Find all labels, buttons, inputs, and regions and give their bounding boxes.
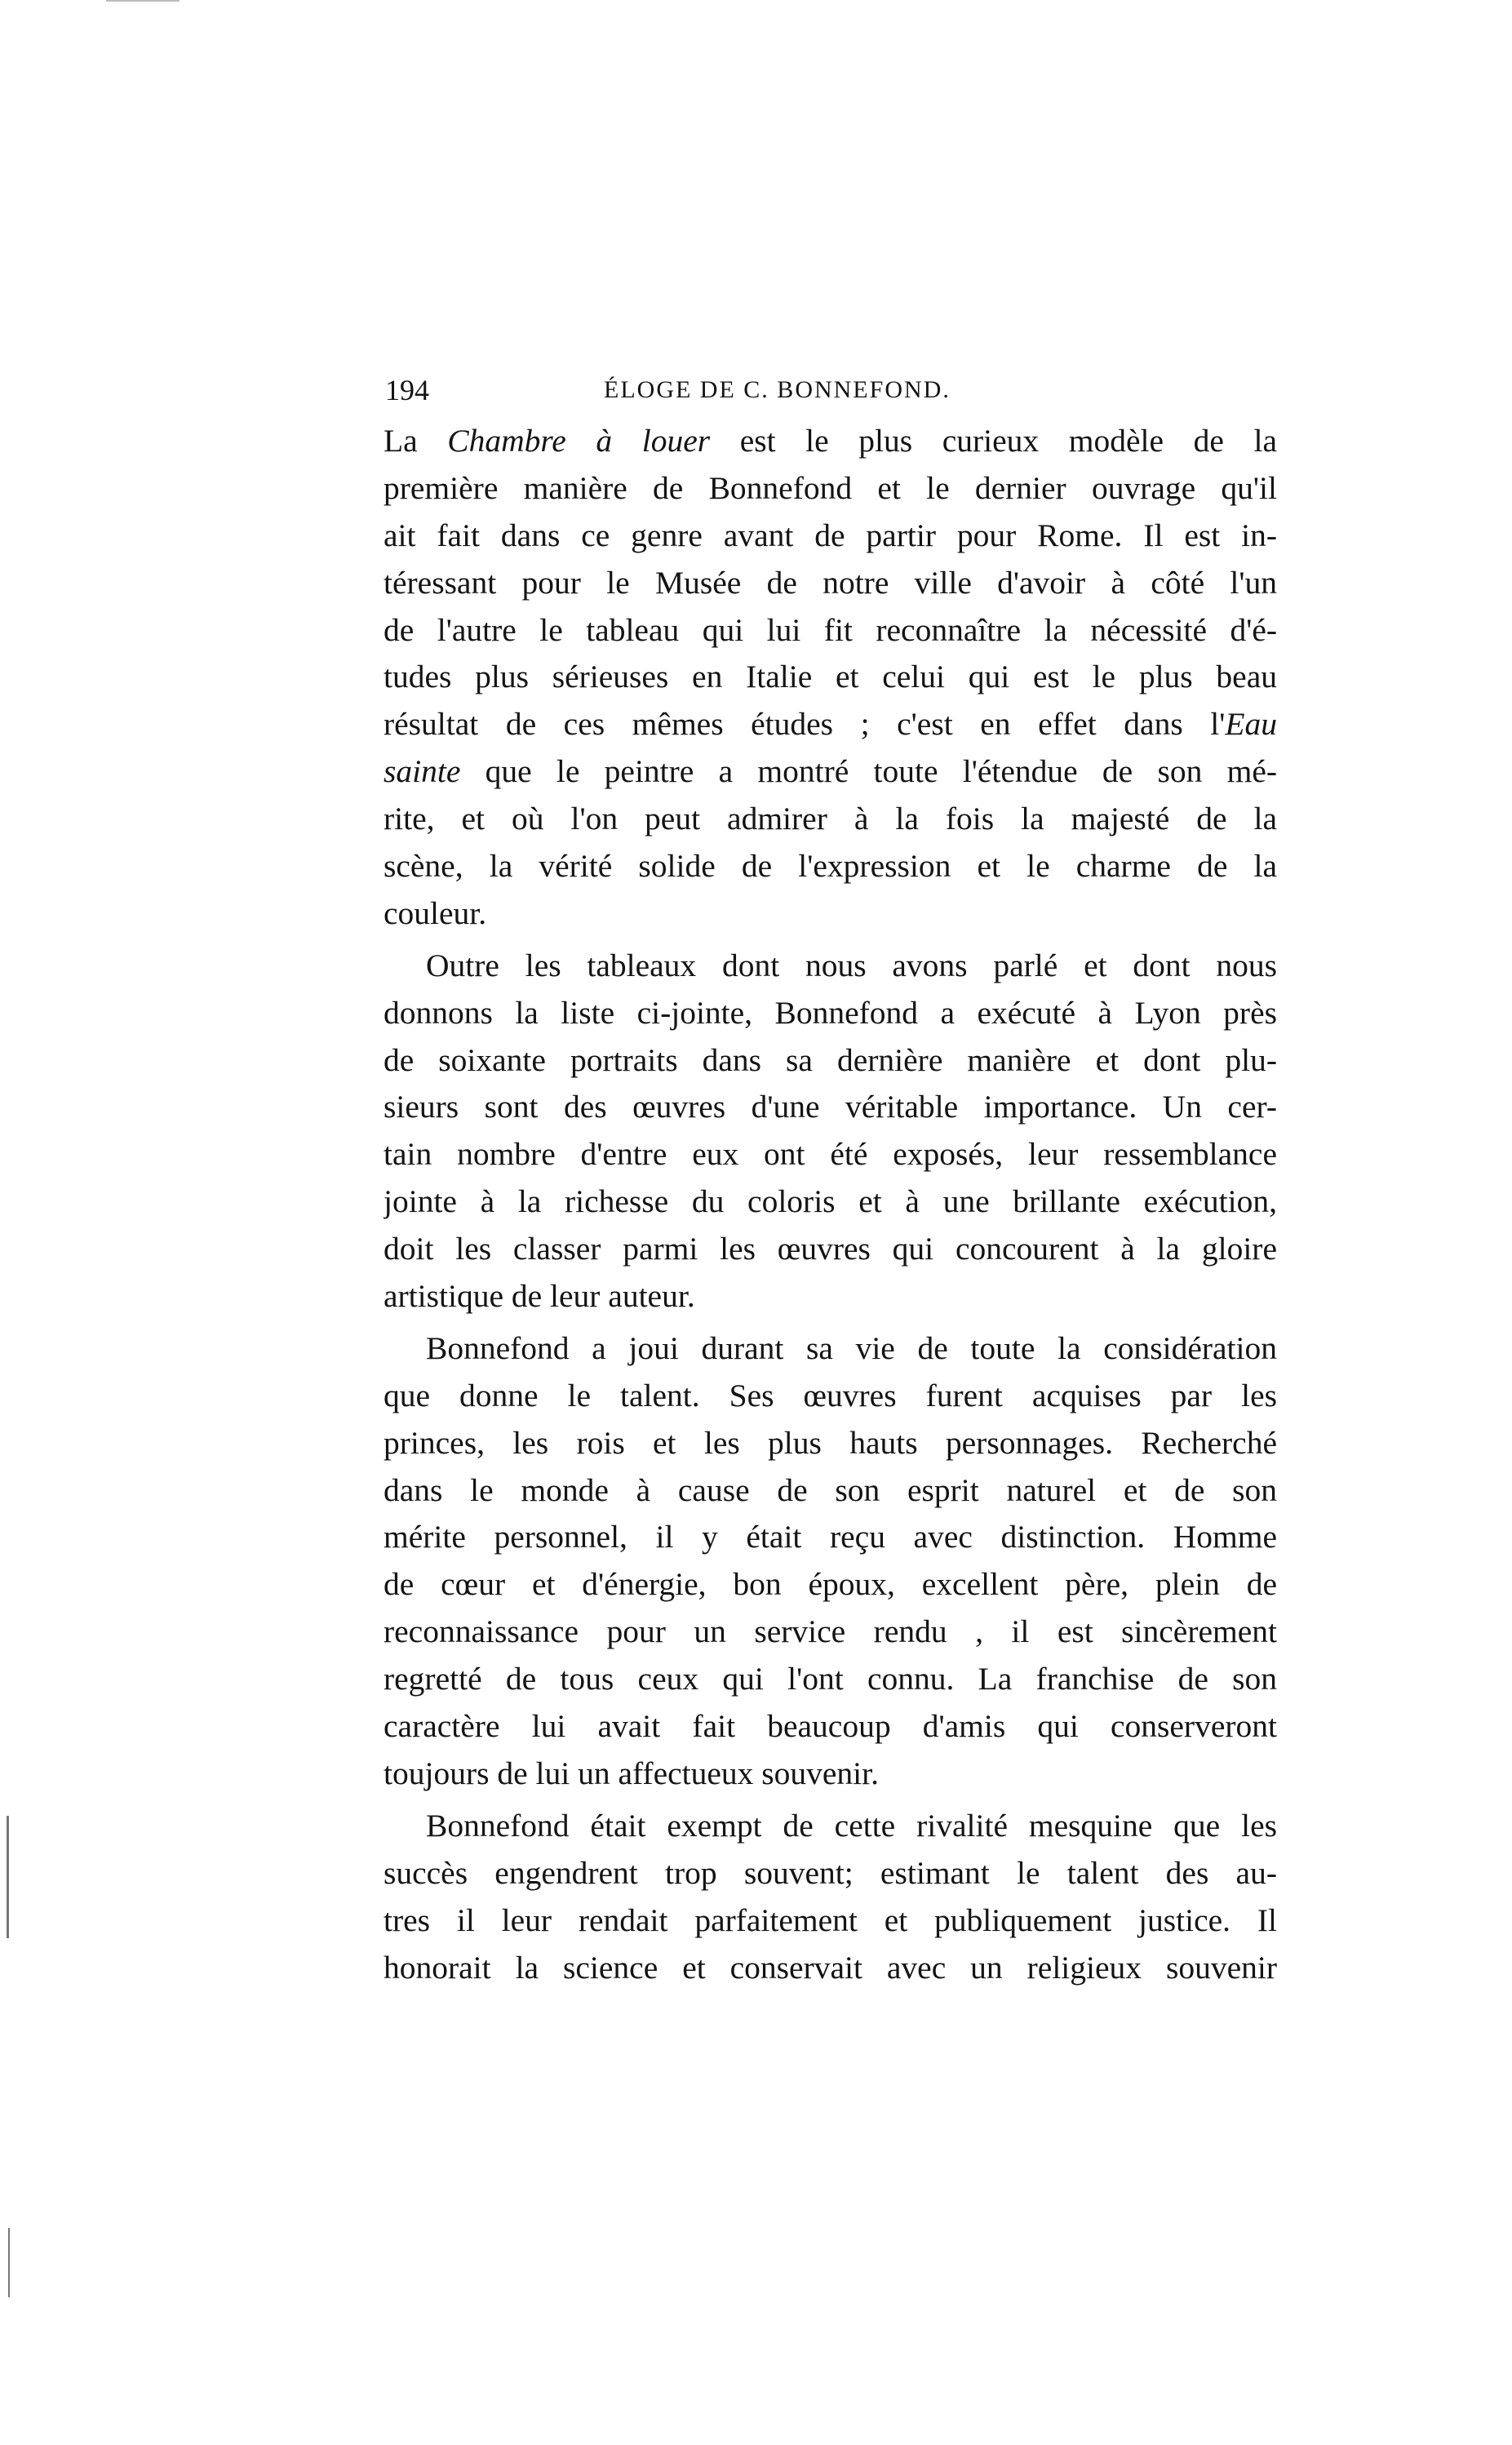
text-line	[384, 1751, 1277, 1798]
text-line	[384, 654, 1277, 701]
running-header	[385, 369, 1283, 411]
text-line	[384, 513, 1277, 560]
text-segment: que le peintre a montré toute l'étendue de son mé-	[460, 753, 1277, 790]
text-line	[384, 1561, 1277, 1609]
text-line	[384, 560, 1277, 607]
text-line	[384, 1897, 1277, 1945]
page-number: 194	[385, 374, 429, 406]
text-segment: tudes plus sérieuses en Italie et celui qui est le plus beau	[384, 659, 1277, 695]
text-segment: ait fait dans ce genre avant de partir pour Rome. Il est in-	[384, 517, 1277, 553]
text-line	[384, 748, 1277, 796]
text-segment: donnons la liste ci-jointe, Bonnefond a exécuté à Lyon près	[384, 994, 1277, 1031]
text-line	[384, 1131, 1277, 1178]
text-line	[384, 1703, 1277, 1751]
text-line	[384, 418, 1277, 465]
text-segment: honorait la science et conservait avec un religieux souvenir	[384, 1949, 1277, 1986]
text-line	[384, 843, 1277, 890]
text-line	[384, 1226, 1277, 1273]
text-segment: tain nombre d'entre eux ont été exposés, leur ressemblance	[384, 1136, 1277, 1173]
text-line	[384, 1803, 1277, 1850]
text-segment: téressant pour le Musée de notre ville d'avoir à côté l'un	[384, 564, 1277, 601]
text-segment: de soixante portraits dans sa dernière manière et dont plu-	[384, 1041, 1277, 1078]
text-line	[384, 990, 1277, 1037]
paragraph	[384, 943, 1277, 1320]
body-text	[384, 418, 1277, 1991]
text-segment: sieurs sont des œuvres d'une véritable importance. Un cer-	[384, 1089, 1277, 1125]
text-segment: est le plus curieux modèle de la	[710, 423, 1277, 459]
text-segment: dans le monde à cause de son esprit naturel et de son	[384, 1471, 1277, 1508]
running-title: ÉLOGE DE C. BONNEFOND.	[604, 376, 951, 403]
text-line	[384, 1945, 1277, 1992]
text-line	[384, 701, 1277, 748]
text-line	[384, 796, 1277, 843]
text-segment: princes, les rois et les plus hauts personnages. Recherché	[384, 1424, 1277, 1461]
text-line	[384, 1373, 1277, 1420]
italic-text: sainte	[384, 753, 461, 790]
text-segment: toujours de lui un affectueux souvenir.	[384, 1755, 880, 1791]
text-segment: reconnaissance pour un service rendu , il est sincèrement	[384, 1613, 1277, 1650]
text-segment: mérite personnel, il y était reçu avec distinction. Homme	[384, 1519, 1277, 1555]
text-line	[384, 1420, 1277, 1467]
scan-mark	[7, 1816, 9, 1938]
scan-mark	[106, 0, 180, 2]
text-line	[384, 1609, 1277, 1656]
text-line	[384, 890, 1277, 938]
text-segment: scène, la vérité solide de l'expression et le charme de la	[384, 848, 1277, 885]
paragraph	[384, 1803, 1277, 1992]
text-segment: résultat de ces mêmes études ; c'est en effet dans l'	[384, 706, 1226, 743]
text-line	[384, 1037, 1277, 1085]
text-line	[384, 1273, 1277, 1320]
text-segment: doit les classer parmi les œuvres qui concourent à la gloire	[384, 1231, 1277, 1267]
text-segment: Bonnefond a joui durant sa vie de toute la considération	[426, 1329, 1277, 1366]
text-line	[384, 1514, 1277, 1561]
text-line	[384, 1084, 1277, 1131]
scan-mark	[8, 2228, 10, 2297]
italic-text: Chambre à louer	[447, 423, 711, 459]
text-line	[384, 1467, 1277, 1515]
text-segment: couleur.	[384, 894, 487, 931]
text-segment: de l'autre le tableau qui lui fit reconnaître la nécessité d'é-	[384, 611, 1277, 648]
text-segment: Outre les tableaux dont nous avons parlé et dont nous	[426, 947, 1277, 983]
text-segment: succès engendrent trop souvent; estimant le talent des au-	[384, 1854, 1277, 1891]
paragraph	[384, 1325, 1277, 1798]
text-segment: Bonnefond était exempt de cette rivalité mesquine que les	[426, 1807, 1277, 1844]
text-segment: caractère lui avait fait beaucoup d'amis qui conserveront	[384, 1708, 1277, 1745]
text-line	[384, 1850, 1277, 1897]
text-line	[384, 465, 1277, 513]
italic-text: Eau	[1225, 706, 1277, 743]
text-segment: La	[384, 423, 448, 459]
text-segment: artistique de leur auteur.	[384, 1278, 695, 1315]
text-line	[384, 607, 1277, 655]
paragraph	[384, 418, 1277, 938]
text-segment: tres il leur rendait parfaitement et publiquement justice. Il	[384, 1901, 1277, 1938]
text-segment: regretté de tous ceux qui l'ont connu. La franchise de son	[384, 1661, 1277, 1697]
text-line	[384, 1325, 1277, 1373]
text-line	[384, 1656, 1277, 1703]
text-segment: première manière de Bonnefond et le dernier ouvrage qu'il	[384, 469, 1277, 506]
text-segment: de cœur et d'énergie, bon époux, excellent père, plein de	[384, 1566, 1277, 1603]
text-line	[384, 943, 1277, 990]
text-segment: que donne le talent. Ses œuvres furent acquises par les	[384, 1377, 1277, 1413]
text-segment: rite, et où l'on peut admirer à la fois la majesté de la	[384, 801, 1277, 837]
text-line	[384, 1178, 1277, 1226]
text-segment: jointe à la richesse du coloris et à une brillante exécution,	[384, 1183, 1277, 1220]
